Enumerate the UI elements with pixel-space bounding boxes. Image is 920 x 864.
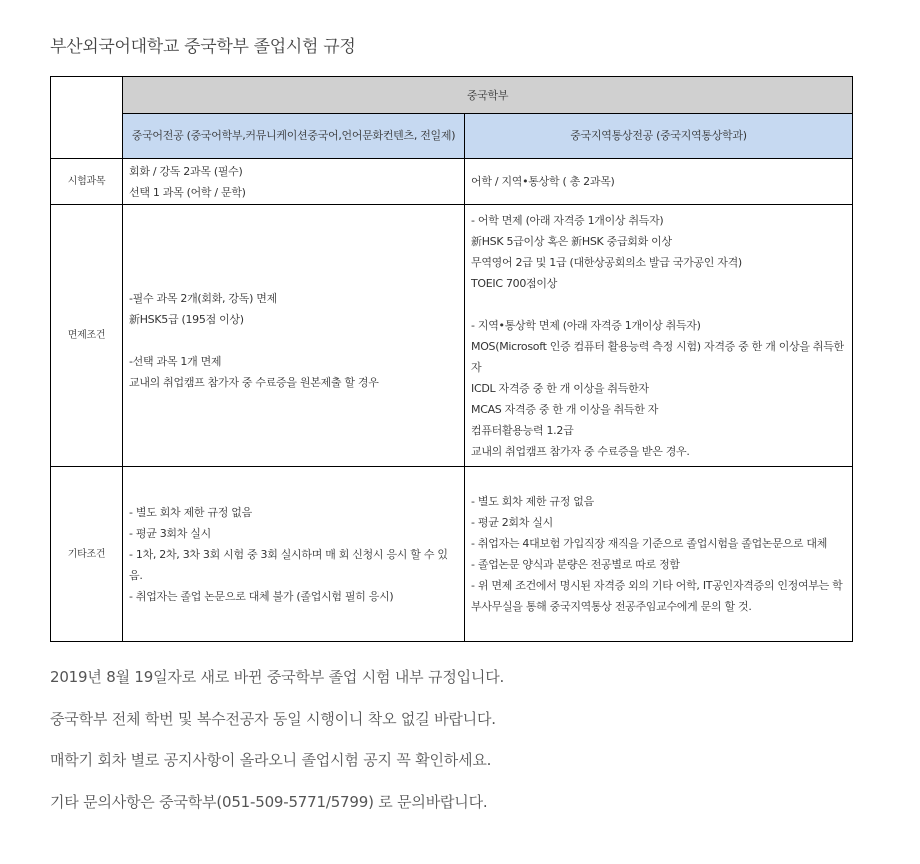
row-label-other-conditions: 기타조건 — [51, 467, 123, 642]
table-row-exam-subjects — [51, 159, 853, 205]
cell-line: 선택 1 과목 (어학 / 문학) — [129, 185, 246, 199]
cell-line: 컴퓨터활용능력 1.2급 — [471, 423, 574, 437]
exemption-regional-trade — [465, 205, 853, 467]
cell-line: 어학 / 지역•통상학 ( 총 2과목) — [471, 175, 615, 188]
cell-line: -선택 과목 1개 면제 — [129, 355, 222, 368]
cell-line: 교내의 취업캠프 참가자 중 수료증을 받은 경우. — [471, 444, 690, 458]
row-label-exemption: 면제조건 — [51, 205, 123, 467]
page-title: 부산외국어대학교 중국학부 졸업시험 규정 — [50, 37, 356, 57]
cell-line: MOS(Microsoft 인증 컴퓨터 활용능력 측정 시험) 자격증 중 한 개 이상을 취득한자 — [471, 339, 844, 374]
cell-line: - 별도 회차 제한 규정 없음 — [471, 495, 594, 508]
cell-line: - 평균 2회차 실시 — [471, 516, 553, 529]
notice-item: 2019년 8월 19일자로 새로 바뀐 중국학부 졸업 시험 내부 규정입니다. — [50, 668, 505, 686]
cell-line: MCAS 자격증 중 한 개 이상을 취득한 자 — [471, 402, 659, 416]
cell-line: ICDL 자격증 중 한 개 이상을 취득한자 — [471, 381, 649, 395]
major-header-chinese-regional-trade: 중국지역통상전공 (중국지역통상학과) — [465, 114, 853, 159]
table-row-exemption — [51, 205, 853, 467]
cell-line: 교내의 취업캠프 참가자 중 수료증을 원본제출 할 경우 — [129, 376, 379, 389]
table-corner-cell — [51, 77, 123, 159]
cell-line: -필수 과목 2개(회화, 강독) 면제 — [129, 292, 277, 305]
cell-line: - 위 면제 조건에서 명시된 자격증 외의 기타 어학, IT공인자격증의 인정여부는 학부사무실을 통해 중국지역통상 전공주임교수에게 문의 할 것. — [471, 579, 843, 613]
cell-line: - 별도 회차 제한 규정 없음 — [129, 505, 252, 519]
row-label-exam-subjects: 시험과목 — [51, 159, 123, 205]
major-header-chinese-language: 중국어전공 (중국어학부,커뮤니케이션중국어,언어문화컨텐츠, 전일제) — [123, 114, 465, 159]
cell-line: 新HSK5급 (195점 이상) — [129, 313, 244, 326]
cell-line: - 평균 3회차 실시 — [129, 526, 211, 540]
table-header-row — [51, 77, 853, 114]
cell-line: - 졸업논문 양식과 분량은 전공별로 따로 정함 — [471, 558, 680, 571]
notice-item: 기타 문의사항은 중국학부(051-509-5771/5799) 로 문의바랍니다. — [50, 792, 488, 811]
notice-item: 중국학부 전체 학번 및 복수전공자 동일 시행이니 착오 없길 바랍니다. — [50, 709, 496, 728]
cell-gap — [471, 294, 846, 315]
notice-list — [50, 666, 504, 832]
other-conditions-chinese-language — [123, 467, 465, 642]
cell-line: - 취업자는 4대보험 가입직장 재직을 기준으로 졸업시험을 졸업논문으로 대체 — [471, 537, 828, 550]
other-conditions-regional-trade — [465, 467, 853, 642]
dept-header: 중국학부 — [123, 77, 853, 114]
exam-subjects-regional-trade — [465, 159, 853, 205]
cell-line: TOEIC 700점이상 — [471, 276, 558, 290]
cell-line: 회화 / 강독 2과목 (필수) — [129, 164, 243, 178]
cell-line: - 어학 면제 (아래 자격증 1개이상 취득자) — [471, 213, 664, 227]
cell-line: - 취업자는 졸업 논문으로 대체 불가 (졸업시험 필히 응시) — [129, 589, 394, 603]
notice-item: 매학기 회차 별로 공지사항이 올라오니 졸업시험 공지 꼭 확인하세요. — [50, 751, 492, 769]
cell-line: 新HSK 5급이상 혹은 新HSK 중급회화 이상 — [471, 234, 672, 248]
cell-line: - 지역•통상학 면제 (아래 자격증 1개이상 취득자) — [471, 318, 701, 332]
table-row-other-conditions — [51, 467, 853, 642]
exam-subjects-chinese-language — [123, 159, 465, 205]
cell-gap — [129, 330, 458, 351]
major-header-row — [51, 114, 853, 159]
cell-line: 무역영어 2급 및 1급 (대한상공회의소 발급 국가공인 자격) — [471, 255, 742, 269]
cell-line: - 1차, 2차, 3차 3회 시험 중 3회 실시하며 매 회 신청시 응시 할 수 있음. — [129, 547, 448, 582]
graduation-rules-table — [50, 76, 853, 642]
exemption-chinese-language — [123, 205, 465, 467]
